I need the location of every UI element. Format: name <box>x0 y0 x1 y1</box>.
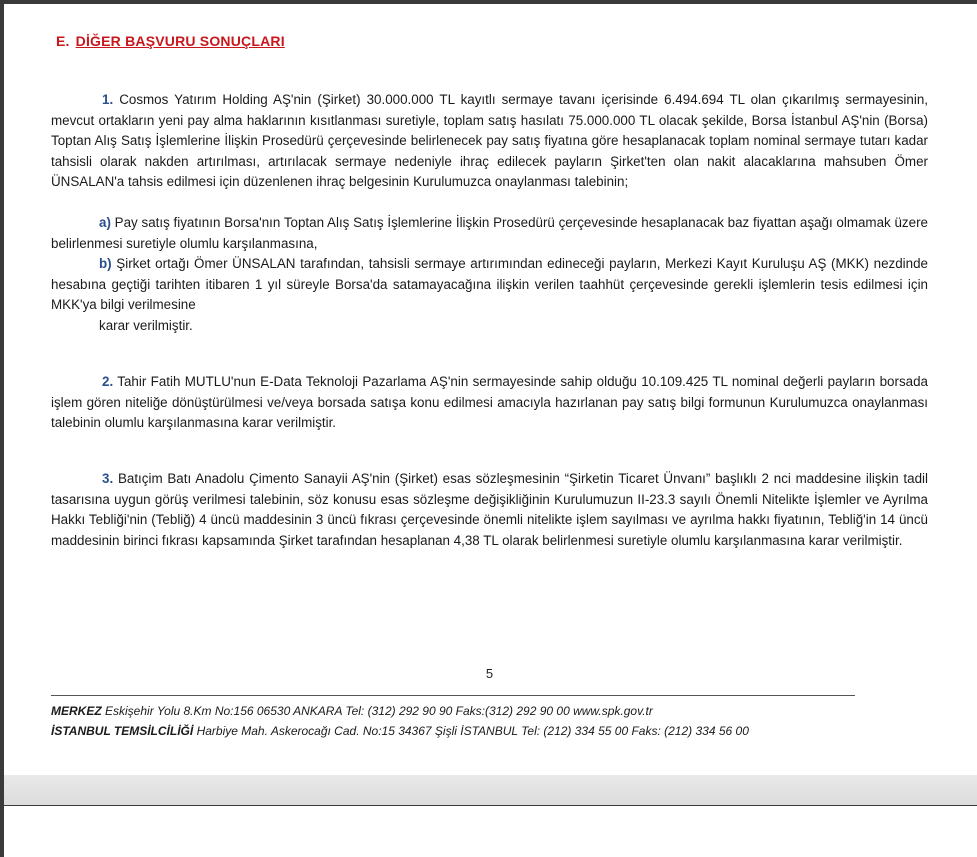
item-number: 3. <box>102 471 114 486</box>
page-separator <box>4 775 977 805</box>
paragraph-item-1 <box>51 90 928 193</box>
section-heading <box>56 33 285 49</box>
footer-istanbul-text: Harbiye Mah. Askerocağı Cad. No:15 34367 Şişli İSTANBUL Tel: (212) 334 55 00 Faks: (212) 334 56 00 <box>196 724 749 738</box>
closing-text: karar verilmiştir. <box>99 318 193 333</box>
document-page <box>4 4 977 804</box>
footer-hq <box>51 701 653 722</box>
section-title: DİĞER BAŞVURU SONUÇLARI <box>75 33 285 49</box>
subitem-a <box>51 213 928 254</box>
section-letter: E. <box>56 33 70 49</box>
item-text: Cosmos Yatırım Holding AŞ'nin (Şirket) 30.000.000 TL kayıtlı sermaye tavanı içerisinde 6.494.694 TL olan çıkarılmış sermayesinin, mevcut ortakların yeni pay alma haklarının kısıtlanması suretiyle, toplam satış hasılatı 75.000.000 TL olacak şekilde, Borsa İstanbul AŞ'nin (Borsa) Toptan Alış Satış İşlemlerine İlişkin Prosedürü çerçevesinde belirlenecek pay satış fiyatına göre hesaplanacak toplam nominal sermaye tutarı kadar tahsisli olarak nakden artırılması, artırılacak sermaye nedeniyle ihraç edilecek payların Şirket'ten olan nakit alacaklarına mahsuben Ömer ÜNSALAN'a tahsis edilmesi için düzenlenen ihraç belgesinin Kurulumuzca onaylanması talebinin; <box>51 92 928 189</box>
subitem-text: Şirket ortağı Ömer ÜNSALAN tarafından, tahsisli sermaye artırımından edineceği payların, Merkezi Kayıt Kuruluşu AŞ (MKK) nezdinde hesabına geçtiği tarihten itibaren 1 yıl süreyle Borsa'da satamayacağına ilişkin verilen taahhüt çerçevesinde gerekli işlemlerin tesis edilmesi için MKK'ya bilgi verilmesine <box>51 256 928 312</box>
footer-hq-text: Eskişehir Yolu 8.Km No:156 06530 ANKARA Tel: (312) 292 90 90 Faks:(312) 292 90 00 www.spk.gov.tr <box>105 704 653 718</box>
footer-istanbul-label: İSTANBUL TEMSİLCİLİĞİ <box>51 724 194 738</box>
footer-divider <box>51 695 855 696</box>
item-number: 1. <box>102 92 114 107</box>
subitem-label: a) <box>99 215 111 230</box>
page-number: 5 <box>485 666 494 681</box>
item-text: Tahir Fatih MUTLU'nun E-Data Teknoloji Pazarlama AŞ'nin sermayesinde sahip olduğu 10.109.425 TL nominal değerli payların borsada işlem gören niteliğe dönüştürülmesi ve/veya borsada satışa konu edilmesi amacıyla hazırlanan pay satış bilgi formunun Kurulumuzca onaylanması talebinin olumlu karşılanmasına karar verilmiştir. <box>51 374 928 430</box>
item-text: Batıçim Batı Anadolu Çimento Sanayii AŞ'nin (Şirket) esas sözleşmesinin “Şirketin Ticaret Ünvanı” başlıklı 2 nci maddesine ilişkin tadil tasarısına uygun görüş verilmesi talebinin, söz konusu esas sözleşme değişikliğinin Kurulumuzun II-23.3 sayılı Önemli Nitelikte İşlemler ve Ayrılma Hakkı Tebliği'nin (Tebliğ) 4 üncü maddesinin 3 üncü fıkrası çerçevesinde önemli nitelikte işlem sayılması ve ayrılma hakkı fiyatının, Tebliğ'in 14 üncü maddesinin birinci fıkrası kapsamında Şirket tarafından hesaplanan 4,38 TL olarak belirlenmesi suretiyle olumlu karşılanmasına karar verilmiştir. <box>51 471 928 548</box>
next-page <box>4 806 977 857</box>
footer-istanbul <box>51 721 749 742</box>
subitem-label: b) <box>99 256 112 271</box>
item-number: 2. <box>102 374 114 389</box>
paragraph-item-3 <box>51 469 928 551</box>
subitem-text: Pay satış fiyatının Borsa'nın Toptan Alış Satış İşlemlerine İlişkin Prosedürü çerçevesinde hesaplanacak baz fiyattan aşağı olmamak üzere belirlenmesi suretiyle olumlu karşılanmasına, <box>51 215 928 251</box>
paragraph-item-2 <box>51 372 928 434</box>
subitem-b <box>51 254 928 316</box>
footer-hq-label: MERKEZ <box>51 704 102 718</box>
